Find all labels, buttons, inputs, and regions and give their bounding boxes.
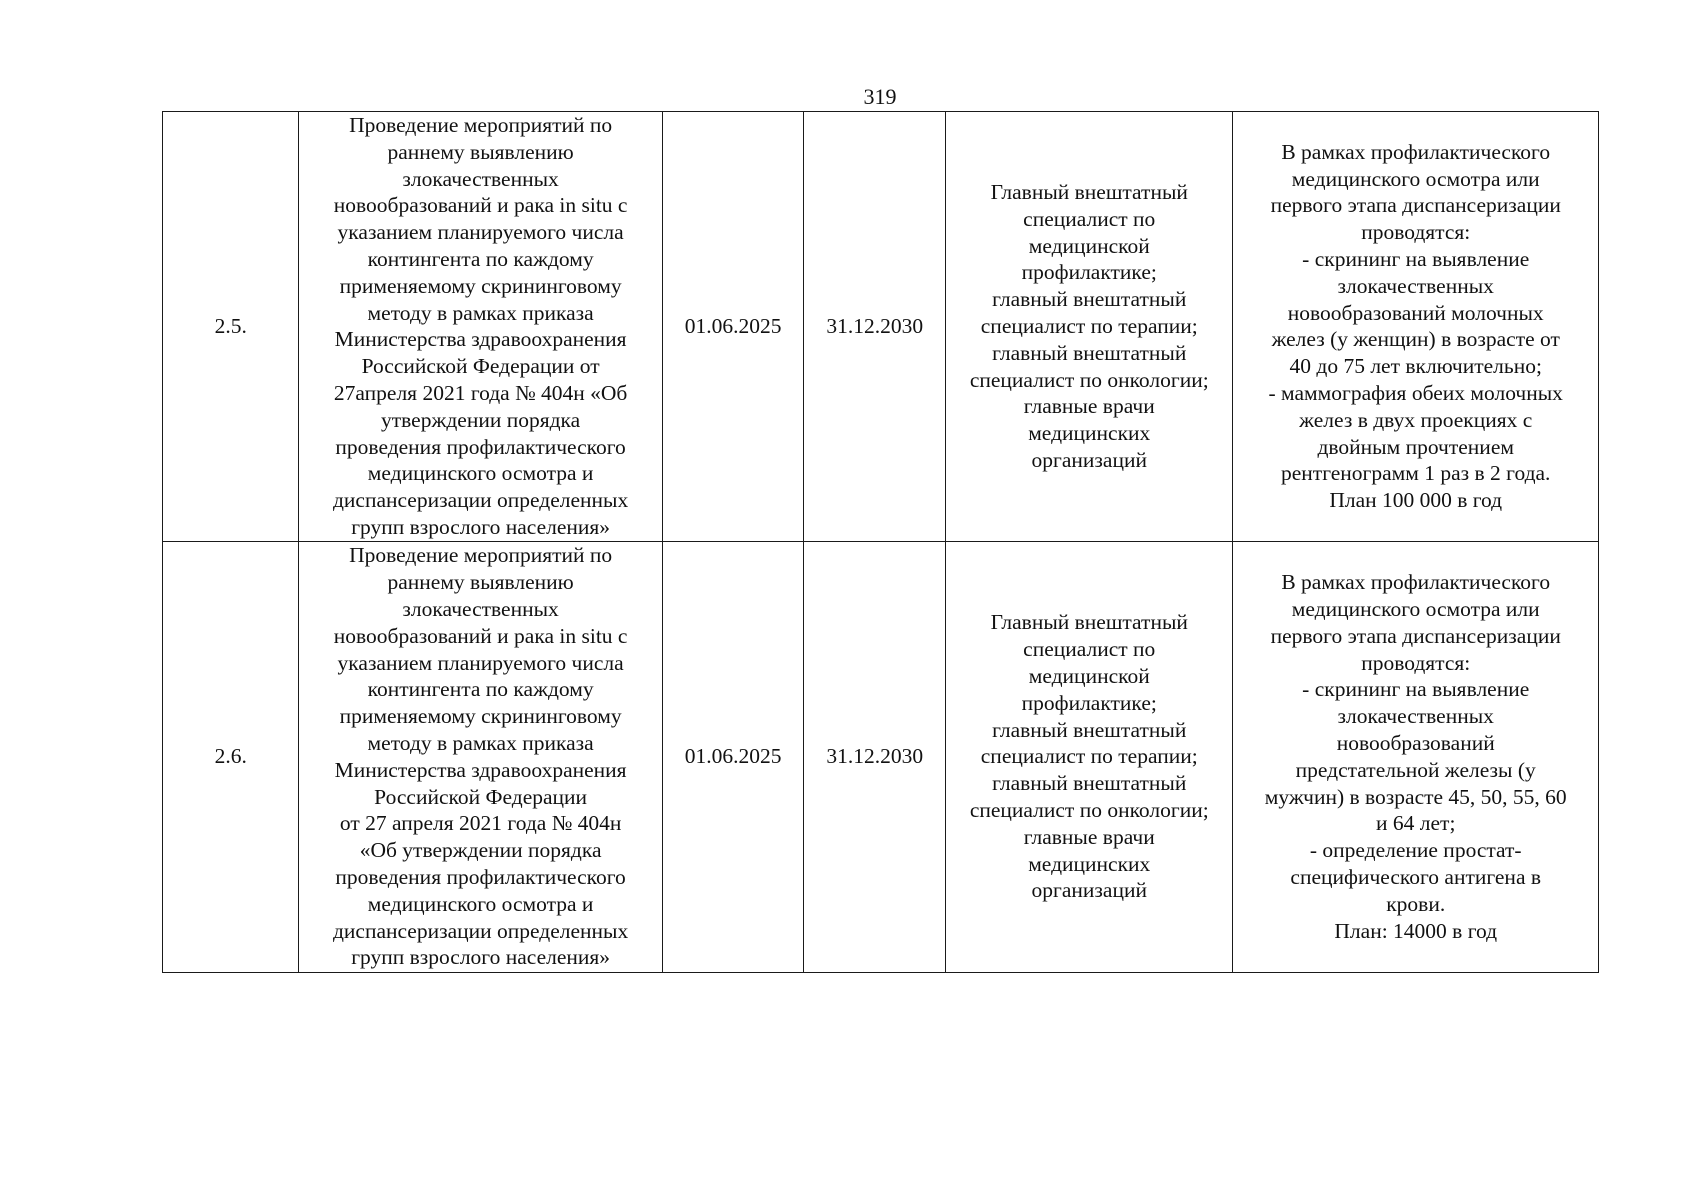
expected-result-cell: В рамках профилактического медицинского осмотра или первого этапа диспансеризации проводятся: - скрининг на выявление злокачественных новообразований предстательной железы (у мужчин) в возрасте 45, 50, 55, 60 и 64 лет; - определение простат- специфического антигена в крови. План: 14000 в год — [1233, 541, 1599, 972]
expected-result-cell: В рамках профилактического медицинского осмотра или первого этапа диспансеризации проводятся: - скрининг на выявление злокачественных новообразований молочных желез (у женщин) в возрасте от 40 до 75 лет включительно; - маммография обеих молочных желез в двух проекциях с двойным прочтением рентгенограмм 1 раз в 2 года. План 100 000 в год — [1233, 112, 1599, 542]
table-row — [163, 112, 1599, 542]
start-date-cell: 01.06.2025 — [662, 541, 804, 972]
measures-table — [162, 111, 1599, 973]
item-number-cell: 2.5. — [163, 112, 299, 542]
responsible-cell: Главный внештатный специалист по медицинской профилактике; главный внештатный специалист по терапии; главный внештатный специалист по онкологии; главные врачи медицинских организаций — [946, 112, 1233, 542]
responsible-cell: Главный внештатный специалист по медицинской профилактике; главный внештатный специалист по терапии; главный внештатный специалист по онкологии; главные врачи медицинских организаций — [946, 541, 1233, 972]
start-date-cell: 01.06.2025 — [662, 112, 804, 542]
table-row — [163, 541, 1599, 972]
item-number-cell: 2.6. — [163, 541, 299, 972]
end-date-cell: 31.12.2030 — [804, 541, 946, 972]
measure-description-cell: Проведение мероприятий по раннему выявлению злокачественных новообразований и рака in situ с указанием планируемого числа контингента по каждому применяемому скрининговому методу в рамках приказа Министерства здравоохранения Российской Федерации от 27 апреля 2021 года № 404н «Об утверждении порядка проведения профилактического медицинского осмотра и диспансеризации определенных групп взрослого населения» — [299, 541, 662, 972]
end-date-cell: 31.12.2030 — [804, 112, 946, 542]
page-number: 319 — [863, 84, 897, 109]
measure-description-cell: Проведение мероприятий по раннему выявлению злокачественных новообразований и рака in situ с указанием планируемого числа контингента по каждому применяемому скрининговому методу в рамках приказа Министерства здравоохранения Российской Федерации от 27апреля 2021 года № 404н «Об утверждении порядка проведения профилактического медицинского осмотра и диспансеризации определенных групп взрослого населения» — [299, 112, 662, 542]
